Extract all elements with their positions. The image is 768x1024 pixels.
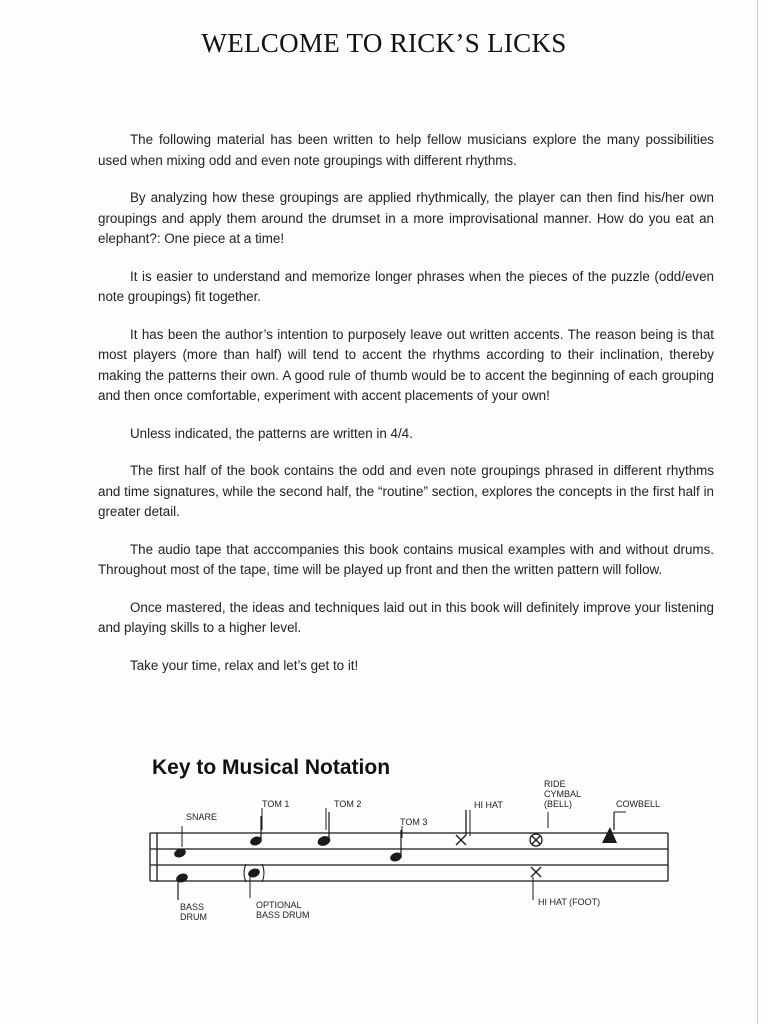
label-tom1: TOM 1: [262, 799, 290, 809]
paragraph-5: Unless indicated, the patterns are written in 4/4.: [130, 425, 413, 441]
staff: [150, 833, 668, 881]
label-tom3: TOM 3: [400, 817, 428, 827]
paragraph-9: Take your time, relax and let’s get to it!: [130, 657, 359, 673]
paragraph-3: It is easier to understand and memorize longer phrases when the pieces of the puzzle (odd/even note groupings) fit together.: [98, 268, 714, 304]
tom2-note: [316, 808, 331, 848]
hihat-note: [456, 810, 470, 845]
paragraph-2: By analyzing how these groupings are applied rhythmically, the player can then find his/her own groupings and apply them around the drumset in a more improvisational manner. How do you eat an elephant?: One piece at a time!: [98, 190, 714, 246]
label-hihat: HI HAT: [474, 800, 503, 810]
tom1-note: [249, 808, 263, 847]
label-ride-3: (BELL): [544, 799, 573, 809]
label-bass-2: DRUM: [180, 912, 207, 922]
tom3-note: [389, 826, 403, 863]
label-snare: SNARE: [186, 812, 218, 822]
label-bass-1: BASS: [180, 902, 205, 912]
paragraph-4: It has been the author’s intention to purposely leave out written accents. The reason being is that most players (more than half) will tend to accent the rhythms according to their inclination, thereby making the patterns their own. A good rule of thumb would be to accent the beginning of each grouping and then once comfortable, experiment with accent placements of your own!: [98, 326, 714, 403]
notation-key-title: Key to Musical Notation: [152, 756, 391, 779]
label-optional-2: BASS DRUM: [256, 910, 310, 920]
paragraph-1: The following material has been written to help fellow musicians explore the many possibilities used when mixing odd and even note groupings with different rhythms.: [98, 132, 714, 168]
ride-bell-note: [530, 812, 548, 846]
label-optional-1: OPTIONAL: [256, 900, 302, 910]
cowbell-note: [602, 812, 626, 843]
label-hihat-foot: HI HAT (FOOT): [538, 897, 601, 907]
hihat-foot-note: [531, 867, 541, 900]
paragraph-8: Once mastered, the ideas and techniques laid out in this book will definitely improve your listening and playing skills to a higher level.: [98, 599, 714, 635]
paragraph-7: The audio tape that acccompanies this book contains musical examples with and without drums. Throughout most of the tape, time will be played up front and then the written pattern will follow.: [98, 541, 714, 577]
bass-drum-note: [175, 872, 189, 900]
label-cowbell: COWBELL: [616, 799, 661, 809]
label-tom2: TOM 2: [334, 799, 362, 809]
label-ride-2: CYMBAL: [544, 789, 582, 799]
label-ride-1: RIDE: [544, 779, 566, 789]
snare-note: [173, 826, 187, 859]
page-title: WELCOME TO RICK’S LICKS: [201, 28, 567, 58]
paragraph-6: The first half of the book contains the odd and even note groupings phrased in different rhythms and time signatures, while the second half, the “routine” section, explores the concepts in the first half in greater detail.: [98, 463, 714, 519]
